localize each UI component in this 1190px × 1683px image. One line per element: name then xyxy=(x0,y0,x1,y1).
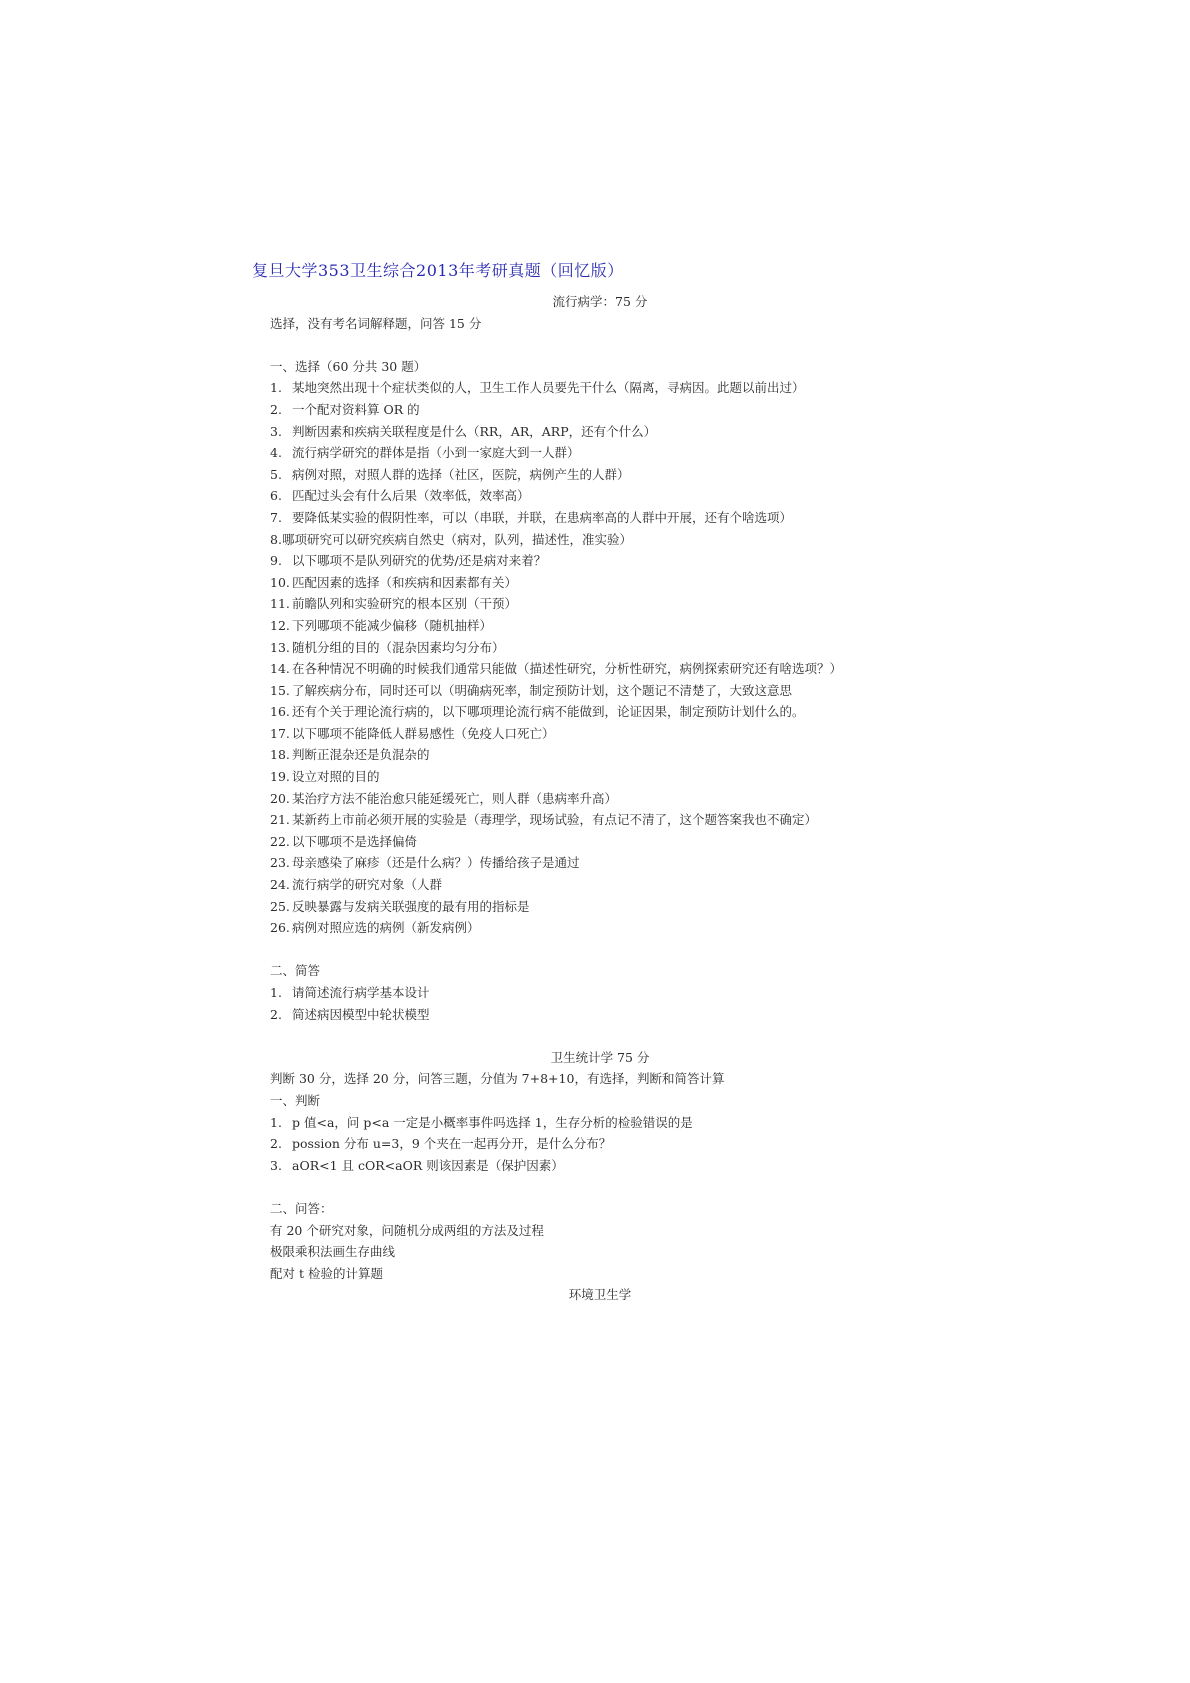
item-number: 22. xyxy=(270,833,290,849)
item-text: 以下哪项不能降低人群易感性（免疫人口死亡） xyxy=(292,725,555,741)
item-text: 哪项研究可以研究疾病自然史（病对，队列，描述性，准实验） xyxy=(281,531,632,547)
item-text: 某治疗方法不能治愈只能延缓死亡，则人群（患病率升高） xyxy=(292,790,618,806)
item-text: 一个配对资料算 OR 的 xyxy=(292,401,420,417)
item-number: 26. xyxy=(270,920,290,936)
item-text: 匹配因素的选择（和疾病和因素都有关） xyxy=(292,574,518,590)
item-text: p 值<a，问 p<a 一定是小概率事件吗选择 1，生存分析的检验错误的是 xyxy=(292,1114,693,1130)
item-number: 11. xyxy=(270,596,290,612)
list-item xyxy=(270,377,970,399)
list-item xyxy=(270,1155,970,1177)
stats-intro: 判断 30 分，选择 20 分，问答三题，分值为 7+8+10，有选择，判断和简答计算 xyxy=(270,1071,725,1087)
item-number: 12. xyxy=(270,617,290,633)
list-item xyxy=(270,593,970,615)
spacer xyxy=(270,1176,970,1198)
item-text: 判断因素和疾病关联程度是什么（RR，AR，ARP，还有个什么） xyxy=(292,423,657,439)
list-item xyxy=(270,744,970,766)
item-text: 流行病学的研究对象（人群 xyxy=(292,877,443,893)
item-number: 9. xyxy=(270,553,282,569)
item-text: aOR<1 且 cOR<aOR 则该因素是（保护因素） xyxy=(292,1157,564,1173)
list-item xyxy=(270,701,970,723)
item-text: 某地突然出现十个症状类似的人，卫生工作人员要先干什么（隔离，寻病因。此题以前出过） xyxy=(292,380,805,396)
item-number: 21. xyxy=(270,812,290,828)
item-number: 24. xyxy=(270,877,290,893)
list-item xyxy=(270,788,970,810)
item-text: 以下哪项不是队列研究的优势/还是病对来着？ xyxy=(292,553,547,569)
list-item xyxy=(270,1133,970,1155)
list-item xyxy=(270,658,970,680)
item-text: 下列哪项不能减少偏移（随机抽样） xyxy=(292,617,493,633)
env-heading: 环境卫生学 xyxy=(568,1287,632,1303)
list-item xyxy=(270,529,970,551)
item-number: 1. xyxy=(270,985,282,1000)
item-number: 3. xyxy=(270,1157,282,1173)
item-number: 25. xyxy=(270,898,290,914)
list-item xyxy=(270,1004,970,1026)
item-number: 20. xyxy=(270,790,290,806)
item-text: 病例对照，对照人群的选择（社区，医院，病例产生的人群） xyxy=(292,466,630,482)
item-text: 在各种情况不明确的时候我们通常只能做（描述性研究，分析性研究，病例探索研究还有啥选项？） xyxy=(292,661,843,677)
list-item xyxy=(270,896,970,918)
item-number: 6. xyxy=(270,488,282,504)
epi-section1-title: 一、选择（60 分共 30 题） xyxy=(270,358,427,374)
item-text: 反映暴露与发病关联强度的最有用的指标是 xyxy=(292,898,530,914)
item-number: 10. xyxy=(270,574,290,590)
item-text: 以下哪项不是选择偏倚 xyxy=(292,833,418,849)
spacer xyxy=(270,1025,970,1047)
item-number: 7. xyxy=(270,509,282,525)
list-item xyxy=(270,766,970,788)
item-number: 5. xyxy=(270,466,282,482)
stats-heading: 卫生统计学 75 分 xyxy=(550,1049,650,1065)
item-number: 16. xyxy=(270,704,290,720)
item-text: 流行病学研究的群体是指（小到一家庭大到一人群） xyxy=(292,445,580,461)
item-text: 匹配过头会有什么后果（效率低，效率高） xyxy=(292,488,530,504)
list-item xyxy=(270,550,970,572)
list-item xyxy=(270,809,970,831)
list-item xyxy=(270,831,970,853)
list-item xyxy=(270,399,970,421)
list-item xyxy=(270,982,970,1004)
item-number: 23. xyxy=(270,855,290,871)
list-item xyxy=(270,917,970,939)
item-text: 了解疾病分布，同时还可以（明确病死率，制定预防计划，这个题记不清楚了，大致这意思 xyxy=(292,682,793,698)
item-text: 判断正混杂还是负混杂的 xyxy=(292,747,430,763)
list-item xyxy=(270,723,970,745)
list-item xyxy=(270,572,970,594)
list-item xyxy=(270,637,970,659)
item-text: 前瞻队列和实验研究的根本区别（干预） xyxy=(292,596,518,612)
spacer xyxy=(270,334,970,356)
item-number: 4. xyxy=(270,445,282,461)
item-number: 13. xyxy=(270,639,290,655)
list-item xyxy=(270,680,970,702)
item-number: 14. xyxy=(270,661,290,677)
list-item xyxy=(270,507,970,529)
document-body xyxy=(270,291,970,1306)
item-text: 随机分组的目的（混杂因素均匀分布） xyxy=(292,639,505,655)
stats-section1-title: 一、判断 xyxy=(270,1092,321,1108)
item-number: 3. xyxy=(270,423,282,439)
list-item xyxy=(270,852,970,874)
list-item xyxy=(270,442,970,464)
list-item xyxy=(270,1112,970,1134)
item-text: 母亲感染了麻疹（还是什么病？）传播给孩子是通过 xyxy=(292,855,580,871)
epi-heading: 流行病学：75 分 xyxy=(552,294,648,309)
page-title: 复旦大学353卫生综合2013年考研真题（回忆版） xyxy=(252,261,624,280)
item-number: 2. xyxy=(270,401,282,417)
list-item xyxy=(270,485,970,507)
item-number: 15. xyxy=(270,682,290,698)
item-number: 18. xyxy=(270,747,290,763)
item-number: 2. xyxy=(270,1006,282,1022)
item-number: 1. xyxy=(270,1114,282,1130)
epi-section2-title: 二、简答 xyxy=(270,963,321,979)
item-text: 简述病因模型中轮状模型 xyxy=(292,1006,430,1022)
choice-list xyxy=(270,377,970,938)
spacer xyxy=(270,939,970,961)
list-item: 有 20 个研究对象，问随机分成两组的方法及过程 xyxy=(270,1222,544,1238)
item-number: 19. xyxy=(270,769,290,785)
list-item xyxy=(270,615,970,637)
list-item: 极限乘积法画生存曲线 xyxy=(270,1244,396,1260)
item-text: 某新药上市前必须开展的实验是（毒理学，现场试验，有点记不清了，这个题答案我也不确定） xyxy=(292,812,818,828)
list-item xyxy=(270,421,970,443)
stats-section2-title: 二、问答： xyxy=(270,1200,333,1216)
item-text: 请简述流行病学基本设计 xyxy=(292,985,430,1000)
item-number: 8. xyxy=(270,531,282,547)
item-text: 设立对照的目的 xyxy=(292,769,380,785)
list-item xyxy=(270,874,970,896)
list-item xyxy=(270,464,970,486)
item-number: 2. xyxy=(270,1136,282,1152)
item-text: 还有个关于理论流行病的，以下哪项理论流行病不能做到，论证因果，制定预防计划什么的。 xyxy=(292,704,805,720)
item-number: 1. xyxy=(270,380,282,396)
item-number: 17. xyxy=(270,725,290,741)
item-text: possion 分布 u=3，9 个夹在一起再分开，是什么分布？ xyxy=(292,1136,612,1152)
item-text: 病例对照应选的病例（新发病例） xyxy=(292,920,480,936)
epi-intro: 选择，没有考名词解释题，问答 15 分 xyxy=(270,315,482,331)
list-item: 配对 t 检验的计算题 xyxy=(270,1265,383,1281)
item-text: 要降低某实验的假阴性率，可以（串联，并联，在患病率高的人群中开展，还有个啥选项） xyxy=(292,509,793,525)
